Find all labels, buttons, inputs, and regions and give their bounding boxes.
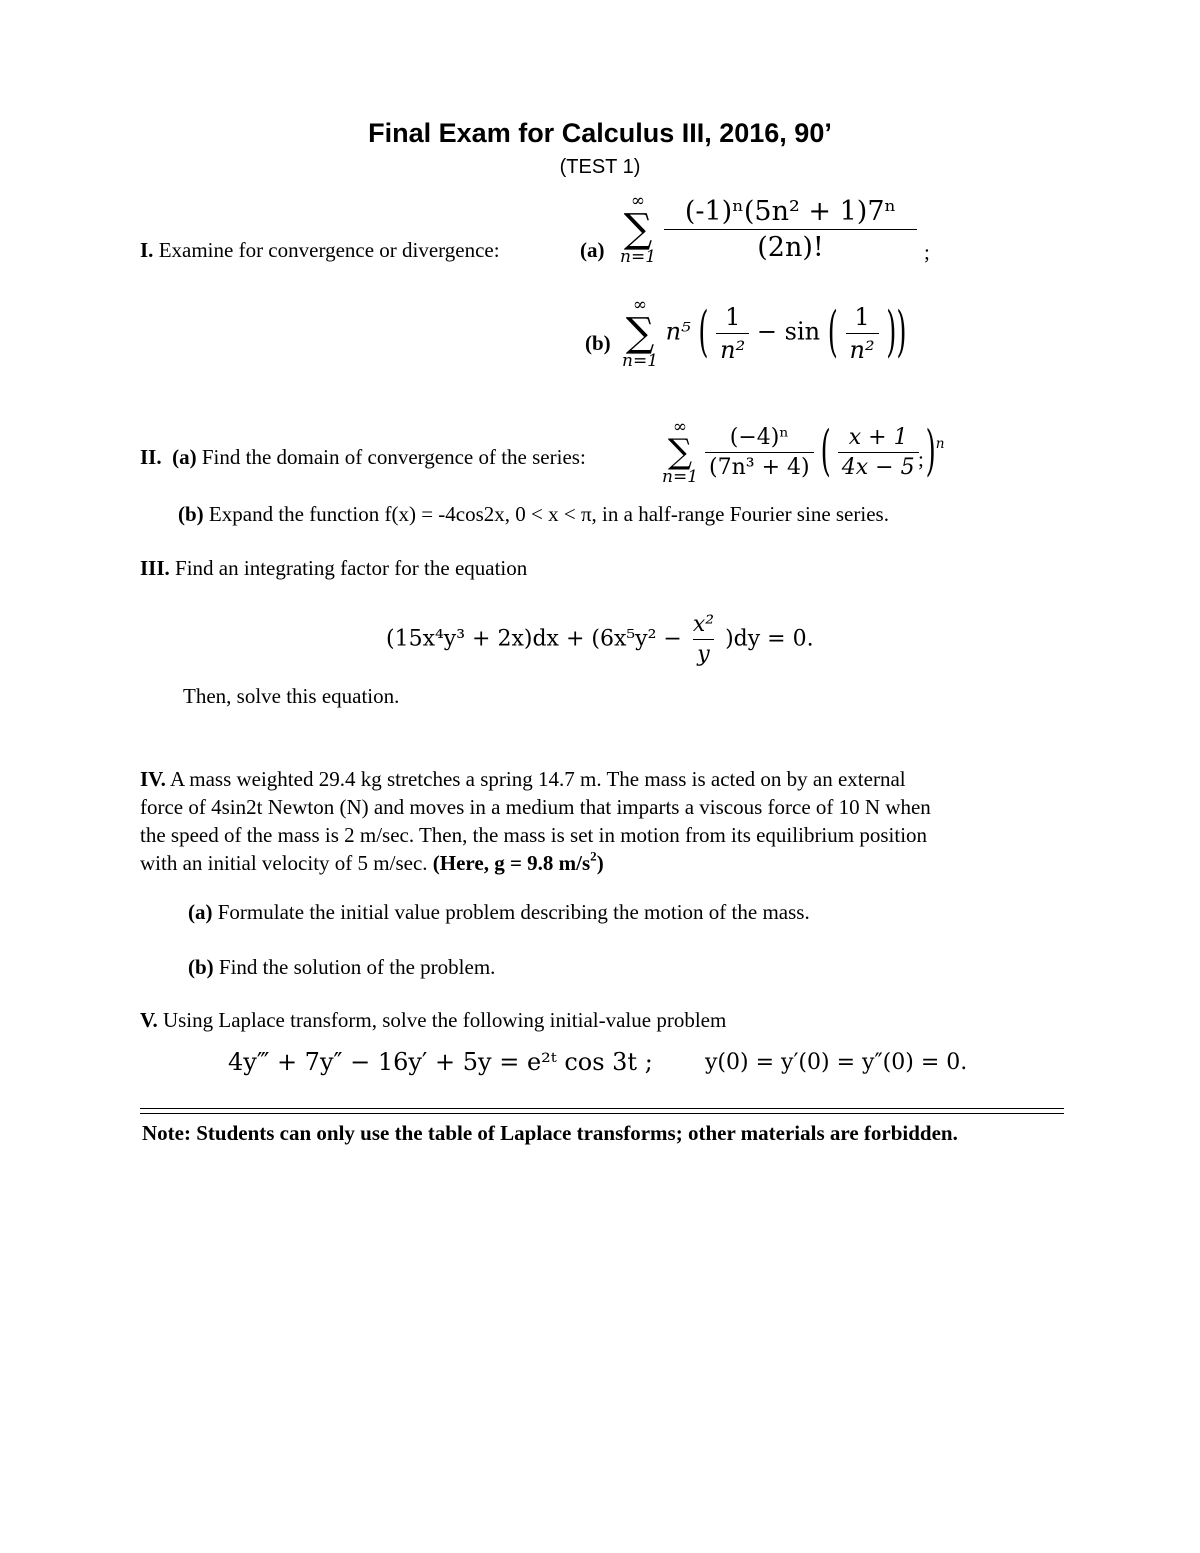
q1a-series <box>620 192 917 266</box>
q5-number: V. <box>140 1008 158 1032</box>
q2-number: II. <box>140 445 162 469</box>
q3-then: Then, solve this equation. <box>183 684 400 708</box>
q2b-label: (b) <box>178 502 204 526</box>
q2a-frac1 <box>705 425 814 480</box>
sum-lower: n=1 <box>620 247 657 267</box>
q5-prompt <box>140 1008 726 1033</box>
q2a-label: (a) <box>172 445 197 469</box>
q4-gravity <box>432 848 604 875</box>
q4-line-2: force of 4sin2t Newton (N) and moves in a medium that imparts a viscous force of 10 N when <box>140 795 931 819</box>
frac-den: n² <box>846 333 879 364</box>
q5-equation: 4y‴ + 7y″ − 16y′ + 5y = e²ᵗ cos 3t ; <box>228 1048 653 1076</box>
q2a-text: Find the domain of convergence of the series: <box>201 445 586 469</box>
q1b-frac2 <box>846 303 879 364</box>
frac-num: 1 <box>725 302 741 331</box>
exam-title: Final Exam for Calculus III, 2016, 90’ <box>368 118 832 148</box>
frac-num: x² <box>692 612 715 637</box>
q4-gravity-text: (Here, g = 9.8 m/s <box>432 851 591 875</box>
q4b-label: (b) <box>188 955 214 979</box>
q1b-label: (b) <box>585 331 611 355</box>
q1a-fraction <box>664 196 917 263</box>
q1-prompt <box>140 238 500 263</box>
q4-line-4: with an initial velocity of 5 m/sec. <box>140 851 428 875</box>
sum-lower: n=1 <box>662 467 699 487</box>
q1b-frac1 <box>716 303 749 364</box>
footer-divider-bottom <box>140 1113 1064 1114</box>
frac-den: 4x − 5 <box>838 452 919 480</box>
q3-number: III. <box>140 556 170 580</box>
q2a-power: n <box>935 435 945 452</box>
q2a-series: ∞ ∑ n=1 $\frac{\text{(−4)ⁿ}}{\text{(7n³ + 4)}}$ ( $\frac{x + 1}{4x - 5}$ )$^n$ <box>662 417 945 487</box>
q5-text: Using Laplace transform, solve the following initial-value problem <box>162 1008 727 1032</box>
q1a-label: (a) <box>580 238 605 262</box>
q4-number: IV. <box>140 767 166 791</box>
sum-lower: n=1 <box>622 351 659 371</box>
q3-eq-right: )dy = 0. <box>725 626 814 652</box>
q1-number: I. <box>140 238 154 262</box>
q4-line-3: the speed of the mass is 2 m/sec. Then, the mass is set in motion from its equilibrium position <box>140 823 928 847</box>
q3-equation <box>386 612 814 667</box>
footer-divider-top <box>140 1108 1064 1109</box>
sum-upper: ∞ <box>672 417 688 437</box>
q3-prompt <box>140 556 527 581</box>
q1-text: Examine for convergence or divergence: <box>158 238 500 262</box>
q2a-sum: ∞ ∑ n=1 <box>662 417 699 487</box>
q4-gravity-sup: 2 <box>590 848 597 864</box>
q1a-denominator: (2n)! <box>664 229 917 263</box>
frac-den: n² <box>716 333 749 364</box>
q1a-separator: ; <box>924 240 930 264</box>
q3-eq-fraction <box>689 612 718 667</box>
sum-upper: ∞ <box>630 191 646 211</box>
frac-num: x + 1 <box>848 424 908 450</box>
q2b-prompt <box>178 502 889 527</box>
q4b-text: Find the solution of the problem. <box>218 955 496 979</box>
q4a-text: Formulate the initial value problem describing the motion of the mass. <box>217 900 810 924</box>
q4a-item <box>188 900 810 925</box>
q4b-item <box>188 955 495 980</box>
q2a-prompt <box>140 445 586 470</box>
q4-line-1: A mass weighted 29.4 kg stretches a spring 14.7 m. The mass is acted on by an external <box>169 767 906 791</box>
q1b-term: n⁵ <box>665 317 691 346</box>
q1a-numerator: (-1)ⁿ(5n² + 1)7ⁿ <box>684 195 897 227</box>
frac-den: (7n³ + 4) <box>705 452 814 480</box>
q1b-minus-sin: − sin <box>756 317 821 346</box>
test-label: (TEST 1) <box>559 156 641 178</box>
q4-gravity-close: ) <box>596 851 604 875</box>
q2b-text: Expand the function f(x) = -4cos2x, 0 < x < π, in a half-range Fourier sine series. <box>208 502 889 526</box>
q1b-series: ∞ ∑ n=1 n⁵ ( $\frac{1}{\text{n²}}$ − sin ( $\frac{1}{\text{n²}}$ )) <box>622 295 907 371</box>
q2a-frac2 <box>838 425 919 480</box>
sum-upper: ∞ <box>632 295 648 315</box>
q3-text: Find an integrating factor for the equation <box>175 556 528 580</box>
q3-eq-left: (15x⁴y³ + 2x)dx + (6x⁵y² − <box>386 626 682 652</box>
q5-initial-conditions: y(0) = y′(0) = y″(0) = 0. <box>705 1050 968 1075</box>
q4a-label: (a) <box>188 900 213 924</box>
q1b-sum: ∞ ∑ n=1 <box>622 295 659 371</box>
q2a-separator: ; <box>918 447 924 471</box>
q4-paragraph <box>140 765 931 877</box>
frac-num: (−4)ⁿ <box>729 424 789 450</box>
frac-den: y <box>693 639 713 667</box>
frac-num: 1 <box>854 302 870 331</box>
footer-note: Note: Students can only use the table of Laplace transforms; other materials are forbidden. <box>142 1121 958 1145</box>
q1a-sum: ∞ ∑ n=1 <box>620 191 657 267</box>
